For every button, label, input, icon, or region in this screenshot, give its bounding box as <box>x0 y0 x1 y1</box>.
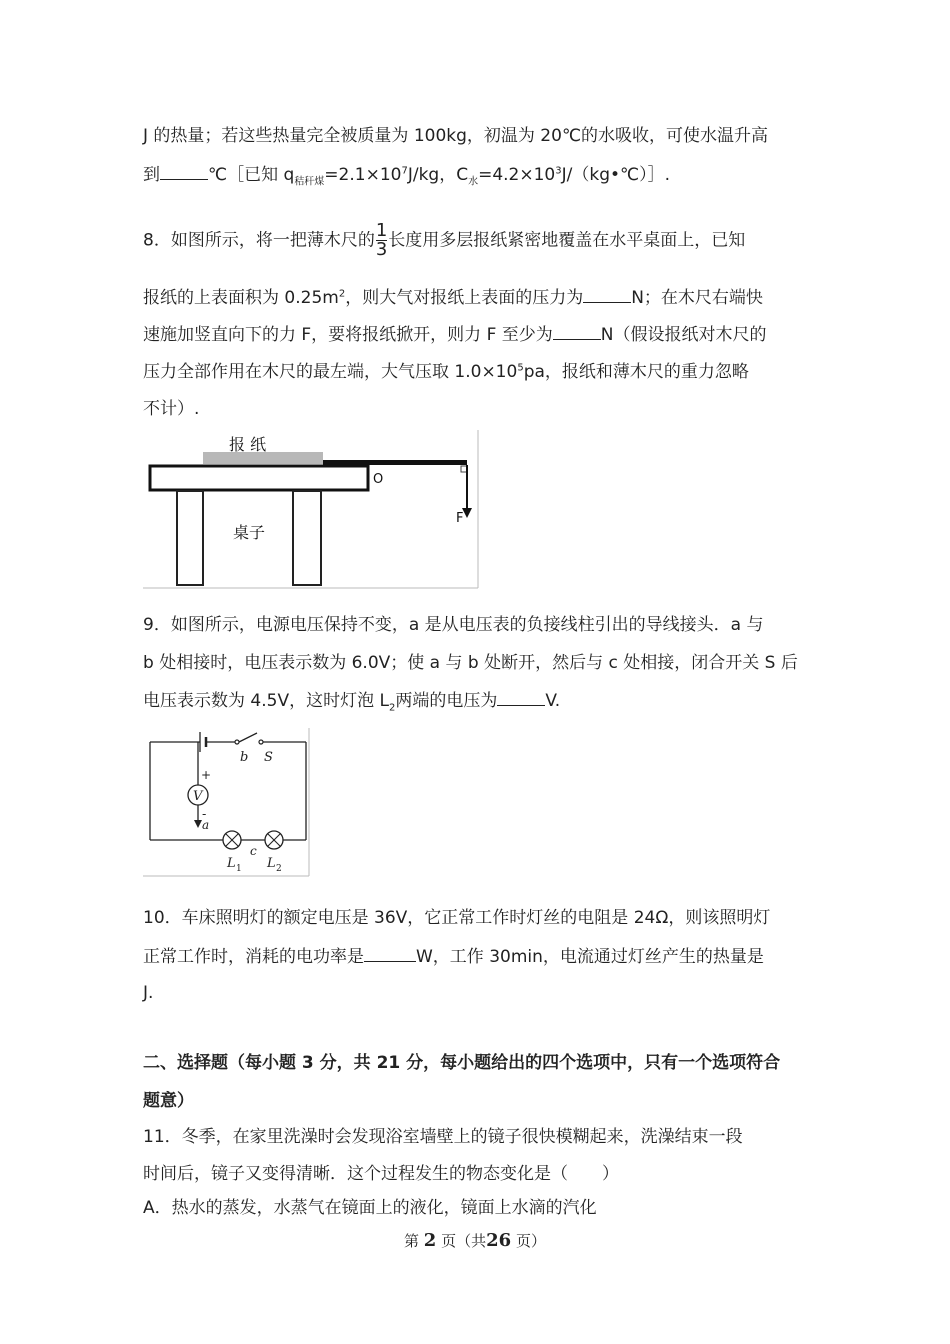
section2-heading-cont: 题意） <box>143 1091 194 1111</box>
label-b: b <box>240 750 249 765</box>
q7-line2: 到 ℃［已知 $q_{秸秆煤}=2.1\times 10^7J/kg$，$C_水=4.2\times 10^3J/(kg•℃)]$. <box>143 165 671 188</box>
q7-line1: J 的热量；若这些热量完全被质量为 100kg，初温为 20℃的水吸收，可使水温升高 <box>143 126 769 146</box>
wooden-ruler <box>323 460 467 465</box>
answer-blank[interactable] <box>583 286 631 303</box>
answer-blank[interactable] <box>160 163 208 180</box>
label-a: a <box>202 818 210 832</box>
q8-line4: 压力全部作用在木尺的最左端，大气压取 $1.0\times 10^5pa$，报纸和薄木尺的重力忽略 <box>143 362 749 382</box>
answer-blank[interactable] <box>553 323 601 340</box>
voltmeter-label: V <box>193 789 203 804</box>
q8-line3: 速施加竖直向下的力 F，要将报纸掀开，则力 F 至少为 N（假设报纸对木尺的 <box>143 325 767 345</box>
pivot-label: O <box>373 472 384 487</box>
fraction-one-third: $\frac{1}{3}$ <box>375 220 388 260</box>
minus-sign: - <box>202 807 207 821</box>
q10-line3: J. <box>143 983 154 1003</box>
force-label: F <box>456 511 464 526</box>
table-label: 桌子 <box>233 523 266 542</box>
label-l1-sub: 1 <box>236 864 242 874</box>
plus-sign: + <box>201 768 212 782</box>
answer-blank[interactable] <box>364 945 416 962</box>
label-l2: L <box>267 856 276 871</box>
q9-line2: b 处相接时，电压表示数为 6.0V；使 a 与 b 处断开，然后与 c 处相接，闭合开关 S 后 <box>143 653 798 673</box>
q11-line2: 时间后，镜子又变得清晰．这个过程发生的物态变化是（ ） <box>143 1164 619 1184</box>
q8-line5: 不计）. <box>143 399 200 419</box>
q11-option-a[interactable]: A．热水的蒸发，水蒸气在镜面上的液化，镜面上水滴的汽化 <box>143 1198 597 1218</box>
page-footer: 第 2 页（共26 页） <box>404 1230 546 1251</box>
label-s: S <box>264 750 273 765</box>
q10-line1: 10．车床照明灯的额定电压是 36V，它正常工作时灯丝的电阻是 24Ω，则该照明灯 <box>143 908 771 928</box>
q11-line1: 11．冬季，在家里洗澡时会发现浴室墙壁上的镜子很快模糊起来，洗澡结束一段 <box>143 1127 743 1147</box>
circuit-figure <box>143 728 311 878</box>
q9-line3: 电压表示数为 4.5V，这时灯泡 $L_2$两端的电压为 V. <box>143 691 561 714</box>
q10-line2: 正常工作时，消耗的电功率是 W，工作 30min，电流通过灯丝产生的热量是 <box>143 947 764 967</box>
newspaper-label: 报 纸 <box>229 435 267 454</box>
answer-blank[interactable] <box>497 689 545 706</box>
q9-line1: 9．如图所示，电源电压保持不变，a 是从电压表的负接线柱引出的导线接头．a 与 <box>143 615 764 635</box>
section2-heading: 二、选择题（每小题 3 分，共 21 分，每小题给出的四个选项中，只有一个选项符合 <box>143 1053 781 1073</box>
label-l1: L <box>227 856 236 871</box>
q8-line2: 报纸的上表面积为 $0.25m^2$，则大气对报纸上表面的压力为 N；在木尺右端快 <box>143 288 763 308</box>
label-c: c <box>250 844 257 858</box>
newspaper-ruler-figure <box>143 430 479 590</box>
label-l2-sub: 2 <box>276 864 282 874</box>
q8-line1: 8．如图所示，将一把薄木尺的 $\frac{1}{3}$ 长度用多层报纸紧密地覆盖在水平桌面上，已知 <box>143 220 746 260</box>
